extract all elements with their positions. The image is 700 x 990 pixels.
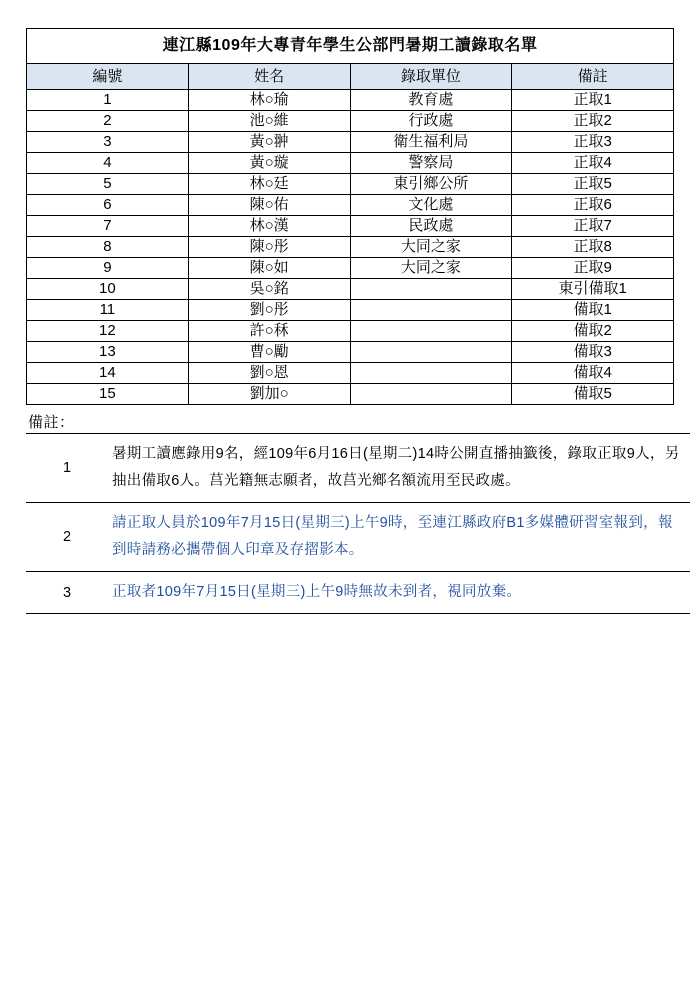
cell-unit: 衛生福利局 <box>350 132 512 153</box>
cell-note: 正取3 <box>512 132 674 153</box>
remarks-number: 3 <box>26 572 108 614</box>
cell-no: 6 <box>27 195 189 216</box>
cell-name: 劉○恩 <box>188 363 350 384</box>
remarks-text: 請正取人員於109年7月15日(星期三)上午9時，至連江縣政府B1多媒體研習室報到，報到時請務必攜帶個人印章及存摺影本。 <box>108 503 690 572</box>
cell-name: 林○瑜 <box>188 90 350 111</box>
cell-unit <box>350 384 512 405</box>
cell-no: 7 <box>27 216 189 237</box>
table-title-row <box>27 29 674 64</box>
cell-unit: 東引鄉公所 <box>350 174 512 195</box>
cell-no: 12 <box>27 321 189 342</box>
remarks-row <box>26 434 690 503</box>
table-row <box>27 174 674 195</box>
cell-no: 4 <box>27 153 189 174</box>
cell-name: 陳○如 <box>188 258 350 279</box>
cell-note: 正取9 <box>512 258 674 279</box>
column-header-note: 備註 <box>512 64 674 90</box>
cell-no: 10 <box>27 279 189 300</box>
cell-unit <box>350 279 512 300</box>
cell-unit <box>350 321 512 342</box>
cell-note: 正取2 <box>512 111 674 132</box>
cell-unit <box>350 300 512 321</box>
table-row <box>27 342 674 363</box>
remarks-row <box>26 572 690 614</box>
cell-note: 備取5 <box>512 384 674 405</box>
table-row <box>27 300 674 321</box>
remarks-text: 暑期工讀應錄用9名，經109年6月16日(星期二)14時公開直播抽籤後，錄取正取9人，另抽出備取6人。莒光籍無志願者，故莒光鄉名額流用至民政處。 <box>108 434 690 503</box>
column-header-no: 編號 <box>27 64 189 90</box>
cell-name: 黃○璇 <box>188 153 350 174</box>
cell-unit: 文化處 <box>350 195 512 216</box>
cell-name: 陳○佑 <box>188 195 350 216</box>
table-row <box>27 363 674 384</box>
cell-note: 東引備取1 <box>512 279 674 300</box>
table-row <box>27 258 674 279</box>
remarks-number: 1 <box>26 434 108 503</box>
table-header-row <box>27 64 674 90</box>
cell-unit: 大同之家 <box>350 237 512 258</box>
cell-no: 15 <box>27 384 189 405</box>
table-row <box>27 279 674 300</box>
cell-note: 備取3 <box>512 342 674 363</box>
cell-note: 正取6 <box>512 195 674 216</box>
cell-name: 黃○翀 <box>188 132 350 153</box>
cell-name: 池○維 <box>188 111 350 132</box>
cell-no: 5 <box>27 174 189 195</box>
cell-no: 14 <box>27 363 189 384</box>
remarks-number: 2 <box>26 503 108 572</box>
page-title: 連江縣109年大專青年學生公部門暑期工讀錄取名單 <box>27 29 674 64</box>
column-header-unit: 錄取單位 <box>350 64 512 90</box>
cell-note: 備取4 <box>512 363 674 384</box>
cell-no: 3 <box>27 132 189 153</box>
cell-note: 正取1 <box>512 90 674 111</box>
cell-unit: 行政處 <box>350 111 512 132</box>
table-row <box>27 216 674 237</box>
table-row <box>27 90 674 111</box>
cell-unit: 大同之家 <box>350 258 512 279</box>
cell-name: 劉加○ <box>188 384 350 405</box>
cell-name: 許○秝 <box>188 321 350 342</box>
cell-unit: 教育處 <box>350 90 512 111</box>
table-row <box>27 321 674 342</box>
table-row <box>27 132 674 153</box>
cell-unit: 民政處 <box>350 216 512 237</box>
remarks-table <box>26 433 690 614</box>
remarks-row <box>26 503 690 572</box>
cell-unit: 警察局 <box>350 153 512 174</box>
table-row <box>27 153 674 174</box>
roster-table <box>26 28 674 405</box>
cell-unit <box>350 363 512 384</box>
table-row <box>27 384 674 405</box>
cell-name: 林○漢 <box>188 216 350 237</box>
cell-no: 8 <box>27 237 189 258</box>
cell-name: 吳○銘 <box>188 279 350 300</box>
table-row <box>27 237 674 258</box>
cell-name: 陳○彤 <box>188 237 350 258</box>
cell-no: 9 <box>27 258 189 279</box>
cell-no: 1 <box>27 90 189 111</box>
cell-name: 林○廷 <box>188 174 350 195</box>
cell-note: 備取1 <box>512 300 674 321</box>
remarks-label: 備註： <box>28 414 75 431</box>
cell-note: 正取4 <box>512 153 674 174</box>
column-header-name: 姓名 <box>188 64 350 90</box>
cell-no: 2 <box>27 111 189 132</box>
cell-note: 正取7 <box>512 216 674 237</box>
cell-note: 正取8 <box>512 237 674 258</box>
cell-name: 劉○彤 <box>188 300 350 321</box>
cell-note: 正取5 <box>512 174 674 195</box>
cell-name: 曹○勵 <box>188 342 350 363</box>
cell-no: 13 <box>27 342 189 363</box>
cell-no: 11 <box>27 300 189 321</box>
table-row <box>27 195 674 216</box>
cell-unit <box>350 342 512 363</box>
remarks-text: 正取者109年7月15日(星期三)上午9時無故未到者，視同放棄。 <box>108 572 690 614</box>
table-row <box>27 111 674 132</box>
cell-note: 備取2 <box>512 321 674 342</box>
